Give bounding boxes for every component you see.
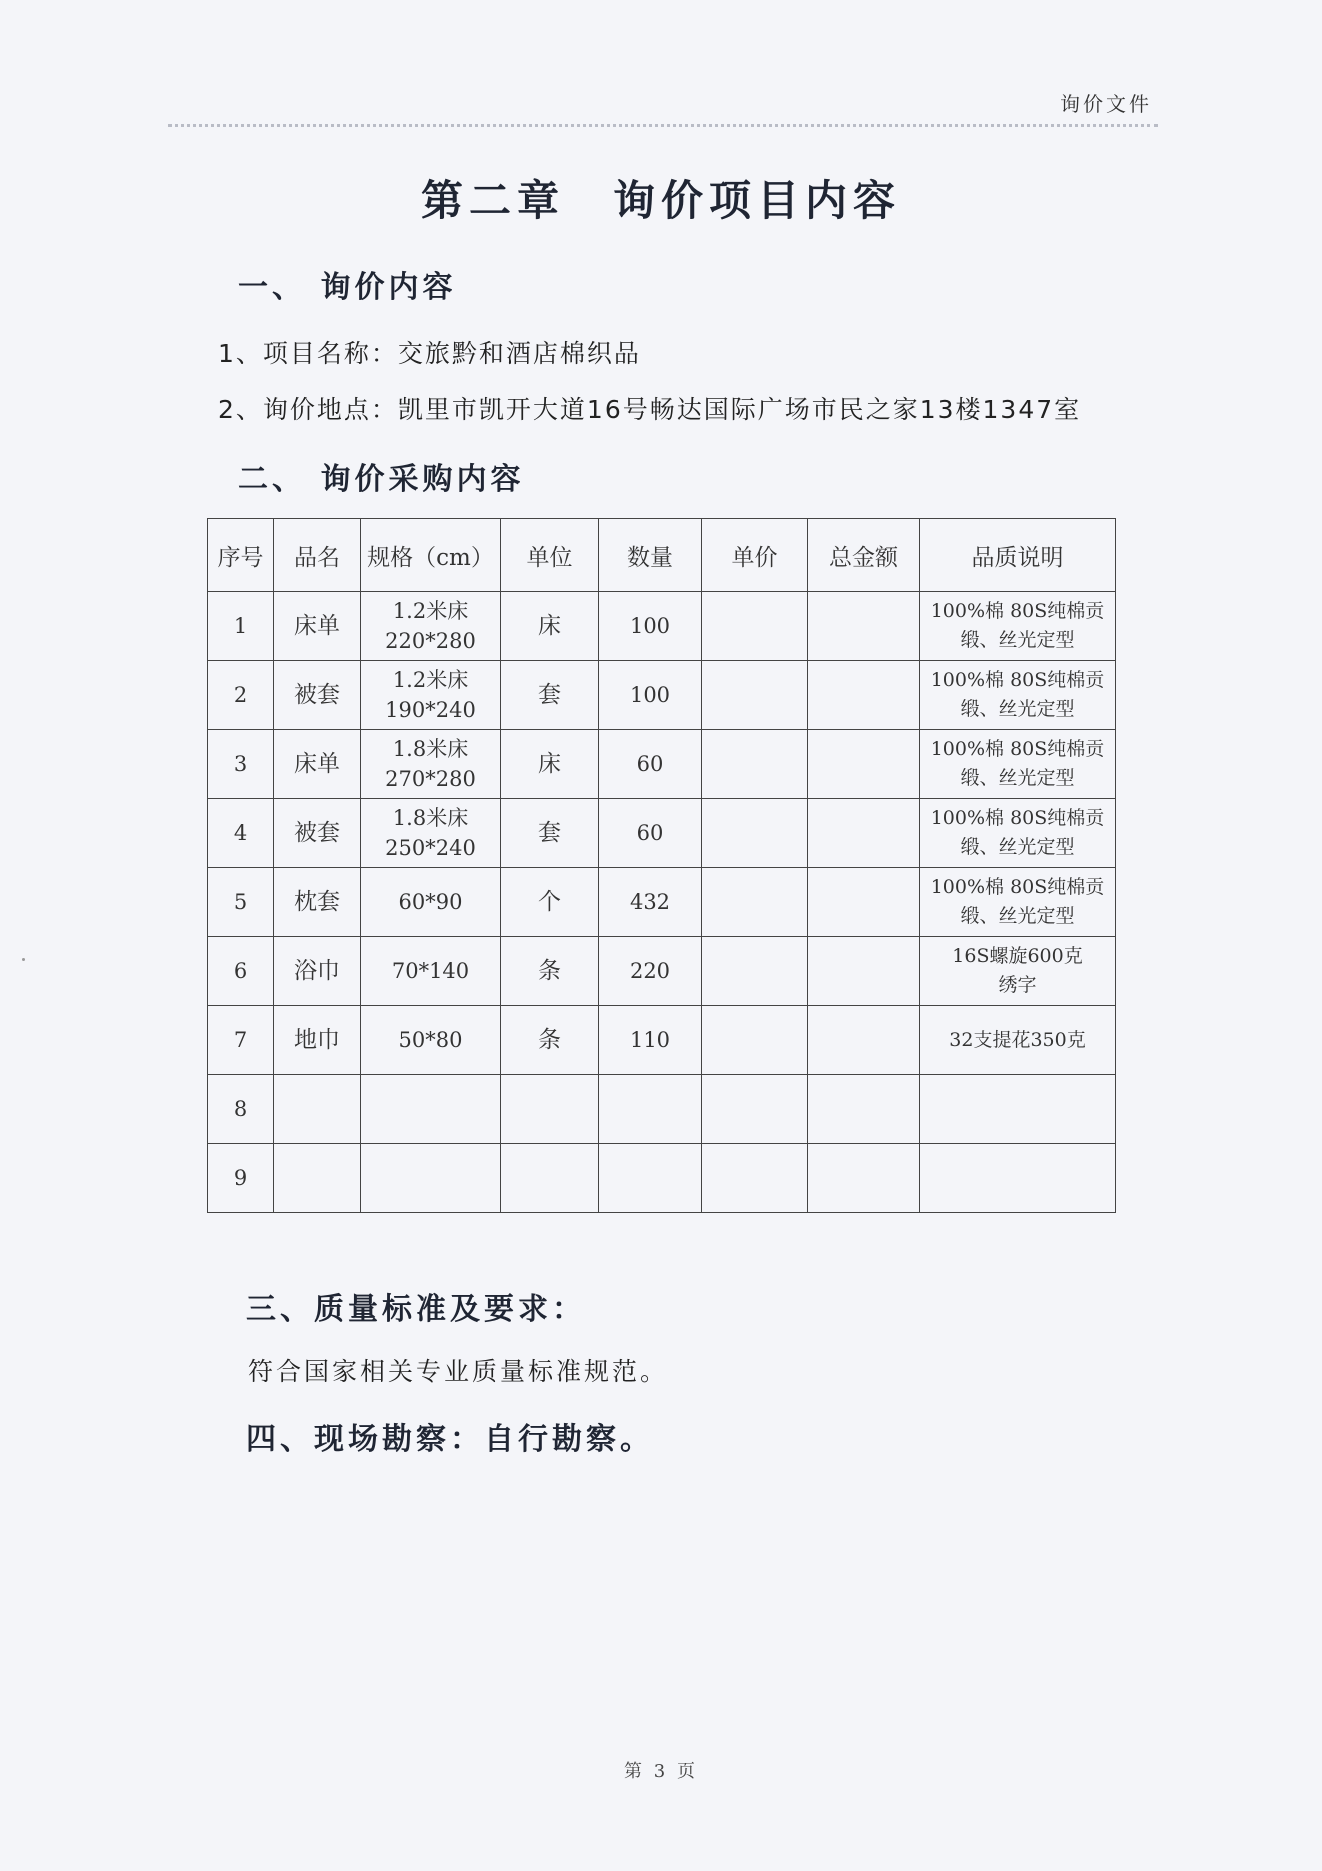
document-header-label: 询价文件	[1060, 92, 1152, 116]
cell-price	[702, 1006, 808, 1075]
table-row	[208, 937, 1116, 1006]
table-header-row	[208, 519, 1116, 592]
chapter-title: 第二章 询价项目内容	[420, 176, 901, 225]
cell-total	[808, 661, 920, 730]
cell-price	[702, 1075, 808, 1144]
cell-total	[808, 868, 920, 937]
cell-name	[274, 1075, 361, 1144]
cell-price	[702, 1144, 808, 1213]
cell-name: 被套	[274, 799, 361, 868]
cell-quality: 100%棉 80S纯棉贡 缎、丝光定型	[920, 592, 1116, 661]
cell-spec: 1.8米床 270*280	[361, 730, 501, 799]
cell-qty: 100	[599, 661, 702, 730]
cell-spec	[361, 1075, 501, 1144]
cell-no: 3	[208, 730, 274, 799]
cell-qty	[599, 1144, 702, 1213]
cell-spec	[361, 1144, 501, 1213]
cell-qty: 60	[599, 730, 702, 799]
cell-no: 5	[208, 868, 274, 937]
column-header-spec: 规格（cm）	[361, 519, 501, 592]
cell-total	[808, 1075, 920, 1144]
cell-quality	[920, 1144, 1116, 1213]
section1-heading: 一、 询价内容	[238, 270, 457, 305]
cell-name: 地巾	[274, 1006, 361, 1075]
cell-name: 床单	[274, 730, 361, 799]
procurement-table	[207, 518, 1116, 1213]
table-row	[208, 868, 1116, 937]
cell-total	[808, 937, 920, 1006]
cell-spec: 60*90	[361, 868, 501, 937]
table-row	[208, 1144, 1116, 1213]
cell-no: 1	[208, 592, 274, 661]
cell-spec: 70*140	[361, 937, 501, 1006]
cell-unit: 条	[501, 937, 599, 1006]
cell-no: 7	[208, 1006, 274, 1075]
cell-quality: 16S螺旋600克 绣字	[920, 937, 1116, 1006]
cell-spec: 1.8米床 250*240	[361, 799, 501, 868]
table-row	[208, 799, 1116, 868]
cell-total	[808, 730, 920, 799]
cell-price	[702, 661, 808, 730]
cell-price	[702, 592, 808, 661]
column-header-unit: 单位	[501, 519, 599, 592]
cell-no: 8	[208, 1075, 274, 1144]
cell-qty: 432	[599, 868, 702, 937]
project-name-line: 1、项目名称：交旅黔和酒店棉织品	[218, 339, 641, 368]
cell-unit: 个	[501, 868, 599, 937]
cell-qty: 110	[599, 1006, 702, 1075]
table-row	[208, 1075, 1116, 1144]
cell-no: 9	[208, 1144, 274, 1213]
cell-unit: 床	[501, 592, 599, 661]
cell-spec: 1.2米床 220*280	[361, 592, 501, 661]
cell-unit: 条	[501, 1006, 599, 1075]
column-header-no: 序号	[208, 519, 274, 592]
cell-qty: 220	[599, 937, 702, 1006]
cell-quality: 100%棉 80S纯棉贡 缎、丝光定型	[920, 799, 1116, 868]
cell-price	[702, 868, 808, 937]
cell-name: 被套	[274, 661, 361, 730]
cell-total	[808, 799, 920, 868]
cell-name: 枕套	[274, 868, 361, 937]
table-row	[208, 1006, 1116, 1075]
cell-quality: 100%棉 80S纯棉贡 缎、丝光定型	[920, 661, 1116, 730]
table-row	[208, 592, 1116, 661]
column-header-total: 总金额	[808, 519, 920, 592]
cell-unit	[501, 1144, 599, 1213]
scan-speck	[22, 958, 25, 961]
column-header-qty: 数量	[599, 519, 702, 592]
cell-total	[808, 592, 920, 661]
column-header-name: 品名	[274, 519, 361, 592]
cell-name	[274, 1144, 361, 1213]
cell-total	[808, 1144, 920, 1213]
page-number: 第 3 页	[624, 1761, 698, 1782]
table-row	[208, 661, 1116, 730]
header-divider	[168, 124, 1158, 127]
section3-heading: 三、质量标准及要求：	[246, 1292, 586, 1327]
quality-standard-text: 符合国家相关专业质量标准规范。	[248, 1357, 669, 1386]
cell-quality: 32支提花350克	[920, 1006, 1116, 1075]
cell-qty: 100	[599, 592, 702, 661]
cell-price	[702, 937, 808, 1006]
cell-unit: 套	[501, 799, 599, 868]
cell-name: 床单	[274, 592, 361, 661]
cell-unit: 床	[501, 730, 599, 799]
cell-quality	[920, 1075, 1116, 1144]
column-header-quality: 品质说明	[920, 519, 1116, 592]
table-row	[208, 730, 1116, 799]
cell-qty: 60	[599, 799, 702, 868]
cell-unit	[501, 1075, 599, 1144]
cell-qty	[599, 1075, 702, 1144]
cell-price	[702, 799, 808, 868]
cell-no: 2	[208, 661, 274, 730]
cell-spec: 50*80	[361, 1006, 501, 1075]
cell-price	[702, 730, 808, 799]
cell-quality: 100%棉 80S纯棉贡 缎、丝光定型	[920, 868, 1116, 937]
cell-quality: 100%棉 80S纯棉贡 缎、丝光定型	[920, 730, 1116, 799]
cell-name: 浴巾	[274, 937, 361, 1006]
cell-spec: 1.2米床 190*240	[361, 661, 501, 730]
cell-no: 6	[208, 937, 274, 1006]
section2-heading: 二、 询价采购内容	[238, 462, 525, 497]
cell-total	[808, 1006, 920, 1075]
column-header-price: 单价	[702, 519, 808, 592]
section4-heading: 四、现场勘察：自行勘察。	[246, 1422, 654, 1457]
cell-no: 4	[208, 799, 274, 868]
cell-unit: 套	[501, 661, 599, 730]
inquiry-location-line: 2、询价地点：凯里市凯开大道16号畅达国际广场市民之家13楼1347室	[218, 395, 1082, 424]
